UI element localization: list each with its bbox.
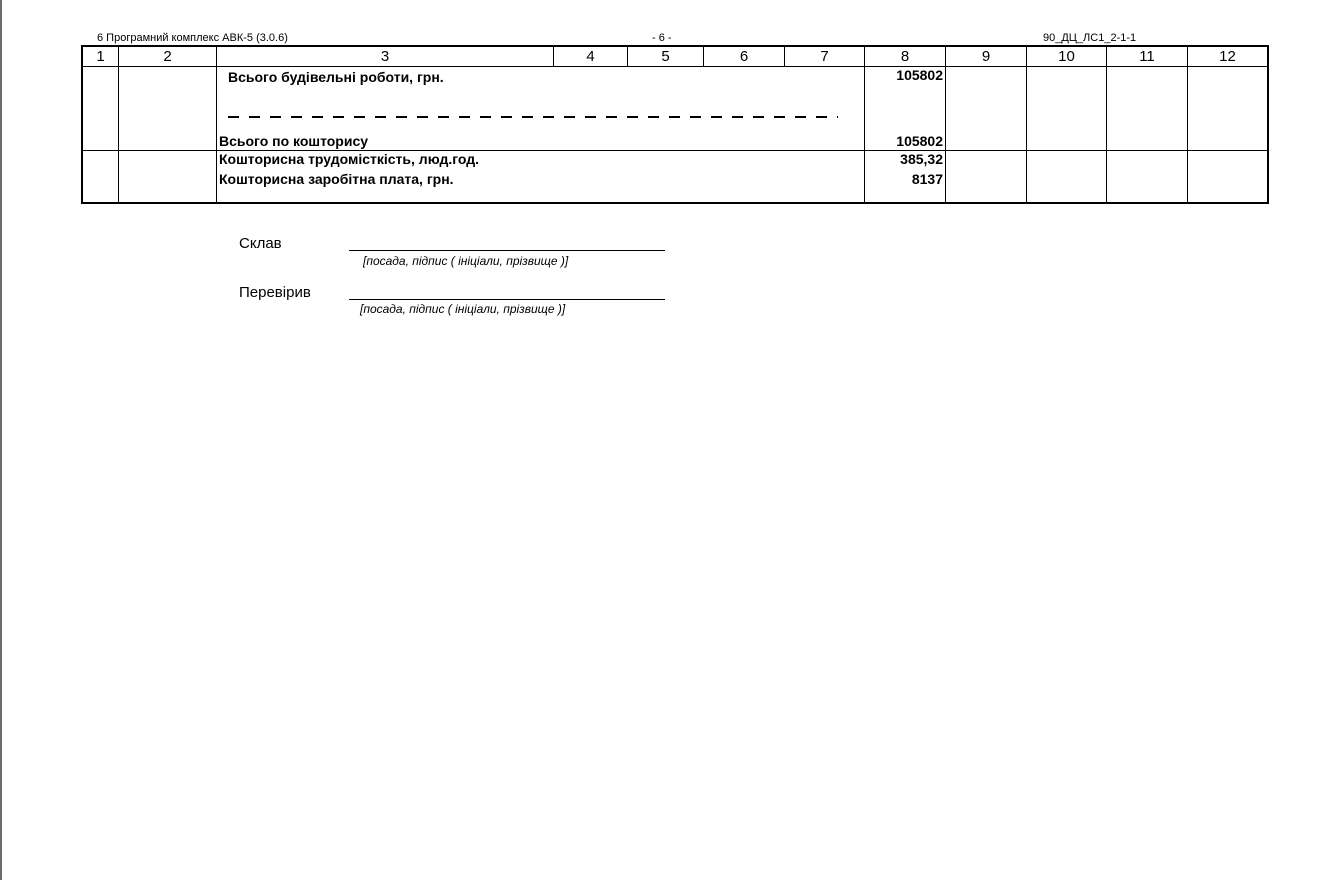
total-construction-value: 105802 bbox=[896, 67, 943, 83]
page-left-edge bbox=[0, 0, 2, 880]
labor-intensity-value: 385,32 bbox=[900, 151, 943, 167]
checked-by-caption: [посада, підпис ( ініціали, прізвище )] bbox=[360, 302, 566, 316]
col-divider bbox=[1026, 45, 1027, 204]
total-estimate-value: 105802 bbox=[896, 133, 943, 149]
column-number: 3 bbox=[380, 48, 390, 65]
column-number: 11 bbox=[1139, 48, 1155, 65]
header-page-number: - 6 - bbox=[652, 32, 672, 44]
wages-label: Кошторисна заробітна плата, грн. bbox=[219, 171, 454, 187]
checked-by-signature-line bbox=[349, 299, 665, 300]
composed-by-caption: [посада, підпис ( ініціали, прізвище )] bbox=[363, 254, 569, 268]
total-construction-label: Всього будівельні роботи, грн. bbox=[228, 69, 444, 85]
column-number: 1 bbox=[96, 48, 105, 65]
column-number: 8 bbox=[900, 48, 910, 65]
total-estimate-label: Всього по кошторису bbox=[219, 133, 369, 149]
col-divider bbox=[1106, 45, 1107, 204]
col-divider bbox=[118, 45, 119, 204]
dashed-separator bbox=[228, 116, 838, 118]
column-number: 9 bbox=[981, 48, 991, 65]
column-number: 6 bbox=[739, 48, 749, 65]
composed-by-signature-line bbox=[349, 250, 665, 251]
checked-by-label: Перевірив bbox=[239, 284, 311, 301]
column-number: 5 bbox=[661, 48, 670, 65]
wages-value: 8137 bbox=[911, 171, 943, 187]
col-divider bbox=[945, 45, 946, 204]
col-divider bbox=[1187, 45, 1188, 204]
header-document-code: 90_ДЦ_ЛС1_2-1-1 bbox=[1043, 32, 1137, 44]
column-number: 10 bbox=[1058, 48, 1075, 65]
estimate-table bbox=[81, 45, 1269, 204]
column-number: 2 bbox=[163, 48, 172, 65]
header-software: 6 Програмний комплекс АВК-5 (3.0.6) bbox=[97, 32, 288, 44]
labor-intensity-label: Кошторисна трудомісткість, люд.год. bbox=[219, 151, 480, 167]
col-divider bbox=[216, 45, 217, 204]
column-number: 4 bbox=[586, 48, 595, 65]
column-number: 12 bbox=[1219, 48, 1236, 65]
column-number: 7 bbox=[820, 48, 829, 65]
composed-by-label: Склав bbox=[239, 235, 282, 252]
header-row-divider bbox=[81, 66, 1269, 67]
